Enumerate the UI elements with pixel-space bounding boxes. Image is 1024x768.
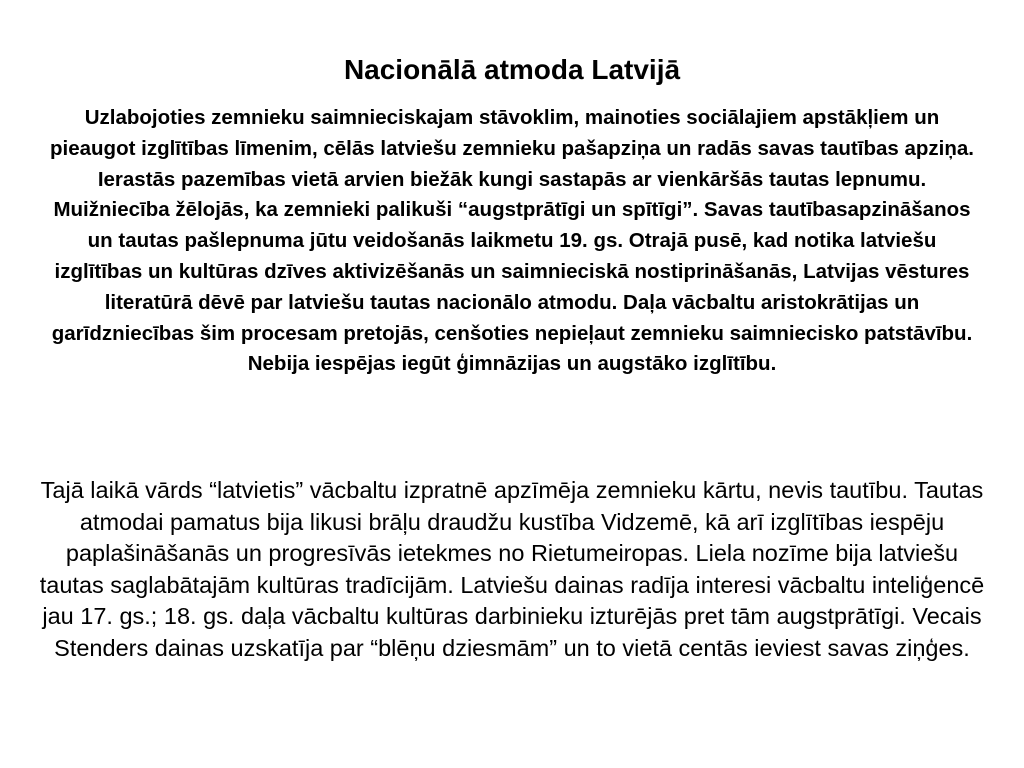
- paragraph-body: Tajā laikā vārds “latvietis” vācbaltu izpratnē apzīmēja zemnieku kārtu, nevis tautību. Tautas atmodai pamatus bija likusi brāļu draudžu kustība Vidzemē, kā arī izglītības iespēju paplašināšanās un progresīvās ietekmes no Rietumeiropas. Liela nozīme bija latviešu tautas saglabātajām kultūras tradīcijām. Latviešu dainas radīja interesi vācbaltu inteliģencē jau 17. gs.; 18. gs. daļa vācbaltu kultūras darbinieku izturējās pret tām augstprātīgi. Vecais Stenders dainas uzskatīja par “blēņu dziesmām” un to vietā centās ieviest savas ziņģes.: [39, 477, 985, 661]
- paragraph-bold-intro: Uzlabojoties zemnieku saimnieciskajam stāvoklim, mainoties sociālajiem apstākļiem un pieaugot izglītības līmenim, cēlās latviešu zemnieku pašapziņa un radās savas tautības apziņa. Ierastās pazemības vietā arvien biežāk kungi sastapās ar vienkāršās tautas lepnumu. Muižniecība žēlojās, ka zemnieki palikuši “augstprātīgi un spītīgi”. Savas tautībasapzināšanos un tautas pašlepnuma jūtu veidošanās laikmetu 19. gs. Otrajā pusē, kad notika latviešu izglītības un kultūras dzīves aktivizēšanās un saimnieciskā nostiprināšanās, Latvijas vēstures literatūrā dēvē par latviešu tautas nacionālo atmodu. Daļa vācbaltu aristokrātijas un garīdzniecības šim procesam pretojās, cenšoties nepieļaut zemnieku saimniecisko patstāvību. Nebija iespējas iegūt ģimnāzijas un augstāko izglītību.: [50, 106, 974, 376]
- slide-title: Nacionālā atmoda Latvijā: [343, 54, 681, 85]
